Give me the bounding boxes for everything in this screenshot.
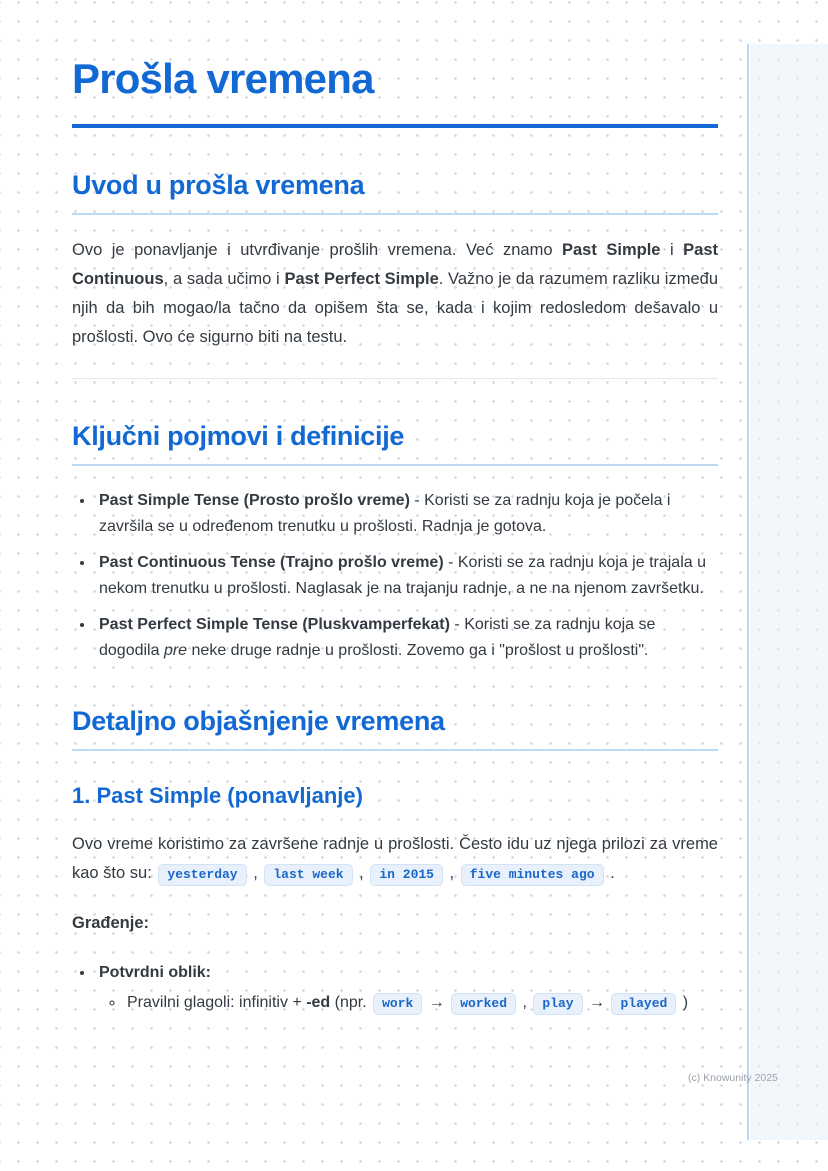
text-segment: Past Simple Tense (Prosto prošlo vreme)	[99, 492, 410, 510]
text-segment: Past Continuous	[72, 241, 718, 289]
text-segment: (npr.	[330, 994, 372, 1012]
section-heading: Detaljno objašnjenje vremena	[72, 706, 718, 751]
section-heading: Ključni pojmovi i definicije	[72, 421, 718, 466]
code-chip: played	[611, 993, 676, 1015]
text-segment: Građenje:	[72, 914, 150, 933]
list-item	[95, 612, 718, 664]
text-segment: , a sada učimo i	[163, 270, 285, 289]
text-segment: - Koristi se za radnju koja je počela i završila se u određenom trenutku u prošlosti. Radnja je gotova.	[99, 492, 671, 536]
sub-list	[99, 990, 718, 1016]
copyright-footer: (c) Knowunity 2025	[688, 1072, 778, 1084]
section-divider	[72, 378, 718, 379]
bullet-list	[72, 960, 718, 1016]
bullet-list	[72, 488, 718, 664]
sub-list-item	[125, 990, 718, 1016]
paragraph	[72, 830, 718, 888]
subsection-heading: 1. Past Simple (ponavljanje)	[72, 783, 363, 809]
text-segment: Past Perfect Simple	[284, 270, 439, 289]
text-segment: Past Perfect Simple Tense (Pluskvamperfekat)	[99, 616, 450, 634]
text-segment: pre	[163, 642, 188, 660]
list-item	[95, 960, 718, 1016]
code-chip: yesterday	[158, 864, 246, 886]
text-segment: Pravilni glagoli: infinitiv +	[127, 994, 307, 1012]
list-item	[95, 550, 718, 602]
page-margin-line	[747, 44, 749, 1140]
text-segment: ,	[518, 994, 532, 1012]
code-chip: worked	[451, 993, 516, 1015]
text-segment: - Koristi se za radnju koja je trajala u nekom trenutku u prošlosti. Naglasak je na trajanju radnje, a ne na njenom završetku.	[99, 554, 706, 598]
page-margin-strip	[750, 44, 828, 1140]
list-item	[95, 488, 718, 540]
code-chip: last week	[264, 864, 352, 886]
text-segment: i	[660, 241, 684, 260]
text-segment: Past Continuous Tense (Trajno prošlo vreme)	[99, 554, 444, 572]
text-segment: ,	[444, 864, 459, 883]
text-segment: →	[424, 994, 450, 1012]
text-segment: .	[605, 864, 615, 883]
text-segment: )	[678, 994, 689, 1012]
code-chip: work	[373, 993, 422, 1015]
code-chip: in 2015	[370, 864, 443, 886]
paragraph	[72, 909, 718, 938]
section-heading: Uvod u prošla vremena	[72, 170, 718, 215]
paragraph	[72, 236, 718, 352]
doc-content	[72, 56, 718, 1026]
text-segment: ,	[354, 864, 369, 883]
text-segment: Potvrdni oblik:	[99, 964, 211, 982]
text-segment: ,	[248, 864, 263, 883]
text-segment: - Koristi se za radnju koja se dogodila	[99, 616, 656, 660]
text-segment: . Važno je da razumem razliku između njih da bih mogao/la tačno da opišem šta se, kada i kojim redosledom dešavalo u prošlosti. Ovo će sigurno biti na testu.	[72, 270, 719, 347]
title-rule	[72, 124, 718, 128]
text-segment: -ed	[306, 994, 331, 1012]
text-segment: neke druge radnje u prošlosti. Zovemo ga i "prošlost u prošlosti".	[187, 642, 649, 660]
code-chip: five minutes ago	[461, 864, 604, 886]
doc-title: Prošla vremena	[72, 55, 374, 102]
text-segment: Past Simple	[562, 241, 661, 260]
text-segment: Ovo vreme koristimo za završene radnje u prošlosti. Često idu uz njega prilozi za vreme kao što su:	[72, 835, 718, 883]
text-segment: Ovo je ponavljanje i utvrđivanje prošlih vremena. Već znamo	[72, 241, 562, 260]
code-chip: play	[533, 993, 582, 1015]
text-segment: →	[584, 994, 610, 1012]
